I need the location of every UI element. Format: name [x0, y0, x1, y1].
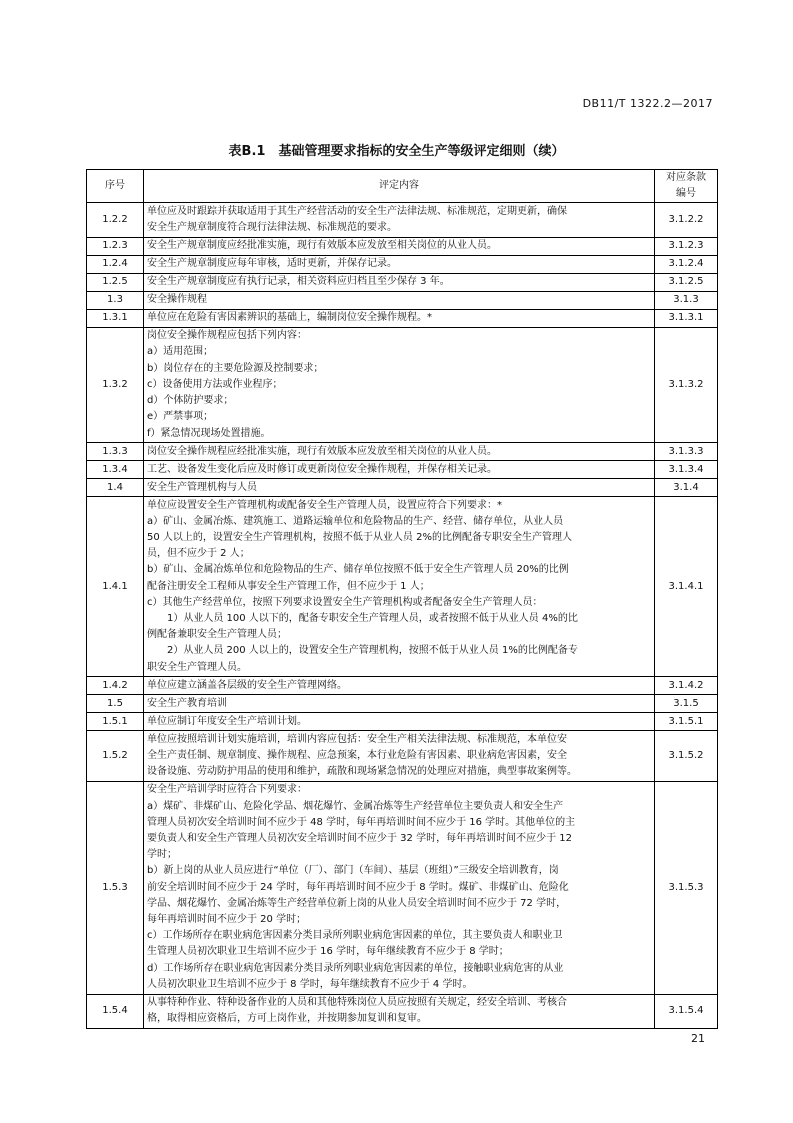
row-content [144, 713, 655, 731]
row-seq: 1.5.2 [87, 731, 144, 782]
content-line: b）矿山、金属冶炼单位和危险物品的生产、储存单位按照不低于安全生产管理人员 20%的比例 [147, 564, 569, 576]
header-ref-line2: 编号 [676, 188, 696, 200]
row-ref: 3.1.4 [655, 479, 718, 497]
row-ref: 3.1.3 [655, 291, 718, 309]
header-ref-line1: 对应条款 [666, 172, 706, 183]
table-row [87, 443, 718, 461]
row-seq: 1.4.2 [87, 677, 144, 695]
row-ref: 3.1.4.1 [655, 497, 718, 677]
row-seq: 1.3.1 [87, 309, 144, 327]
row-ref: 3.1.2.5 [655, 273, 718, 291]
row-seq: 1.2.3 [87, 237, 144, 255]
row-ref: 3.1.5.3 [655, 781, 718, 994]
document-code: DB11/T 1322.2—2017 [582, 97, 713, 110]
table-row [87, 291, 718, 309]
row-seq: 1.2.5 [87, 273, 144, 291]
content-line: 50 人以上的，设置安全生产管理机构，按照不低于从业人员 2%的比例配备专职安全生产管理人 [147, 532, 572, 544]
content-line: 例配备兼职安全生产管理人员； [147, 629, 287, 641]
row-content [144, 461, 655, 479]
content-line: 安全生产规章制度应有执行记录，相关资料应归档且至少保存 3 年。 [147, 276, 450, 288]
row-content [144, 479, 655, 497]
row-content [144, 695, 655, 713]
row-ref: 3.1.5.1 [655, 713, 718, 731]
content-line: 安全生产培训学时应符合下列要求： [147, 784, 307, 796]
content-line: 单位应按照培训计划实施培训，培训内容应包括：安全生产相关法律法规、标准规范，本单位安 [147, 733, 567, 745]
row-ref: 3.1.2.4 [655, 255, 718, 273]
row-content [144, 497, 655, 677]
content-line: 单位应设置安全生产管理机构或配备安全生产管理人员，设置应符合下列要求：* [147, 499, 502, 511]
row-seq: 1.4.1 [87, 497, 144, 677]
content-line: c）其他生产经营单位，按照下列要求设置安全生产管理机构或者配备安全生产管理人员： [147, 596, 543, 608]
content-line: b）岗位存在的主要危险源及控制要求； [147, 362, 324, 374]
row-seq: 1.5 [87, 695, 144, 713]
row-seq: 1.3.2 [87, 327, 144, 442]
table-row [87, 273, 718, 291]
content-line: 生管理人员初次职业卫生培训不应少于 16 学时，每年继续教育不应少于 8 学时； [147, 946, 509, 958]
content-line: 格，取得相应资格后，方可上岗作业，并按期参加复训和复审。 [147, 1013, 427, 1025]
content-line: 安全操作规程 [147, 294, 207, 306]
table-row [87, 695, 718, 713]
content-line: a）煤矿、非煤矿山、危险化学品、烟花爆竹、金属冶炼等生产经营单位主要负责人和安全生产 [147, 800, 564, 812]
row-content [144, 677, 655, 695]
content-line: 单位应在危险有害因素辨识的基础上，编制岗位安全操作规程。* [147, 312, 432, 324]
content-line: 安全生产管理机构与人员 [147, 481, 257, 493]
content-line: 学品、烟花爆竹、金属冶炼等生产经营单位新上岗的从业人员安全培训时间不应少于 72 学时， [147, 897, 567, 909]
row-content [144, 237, 655, 255]
row-seq: 1.3 [87, 291, 144, 309]
table-row [87, 255, 718, 273]
content-line: 配备注册安全工程师从事安全生产管理工作，但不应少于 1 人； [147, 580, 430, 592]
table-title: 表B.1 基础管理要求指标的安全生产等级评定细则（续） [228, 144, 565, 159]
content-line: c）设备使用方法或作业程序； [147, 378, 283, 390]
row-content [144, 443, 655, 461]
content-line: 单位应及时跟踪并获取适用于其生产经营活动的安全生产法律法规、标准规范，定期更新，确保 [147, 205, 567, 217]
row-seq: 1.5.1 [87, 713, 144, 731]
row-content [144, 291, 655, 309]
content-line: e）严禁事项； [147, 411, 214, 423]
page-number: 21 [691, 1032, 705, 1045]
row-ref: 3.1.3.4 [655, 461, 718, 479]
content-line: c）工作场所存在职业病危害因素分类目录所列职业病危害因素的单位，其主要负责人和职业卫 [147, 930, 563, 942]
table-row [87, 479, 718, 497]
rating-rules-table [86, 169, 718, 1029]
table-row [87, 237, 718, 255]
content-line: 前安全培训时间不应少于 24 学时，每年再培训时间不应少于 8 学时。煤矿、非煤矿山、危险化 [147, 881, 569, 893]
content-line: 单位应建立涵盖各层级的安全生产管理网络。 [147, 679, 347, 691]
row-ref: 3.1.5.4 [655, 994, 718, 1028]
row-seq: 1.3.3 [87, 443, 144, 461]
content-line: 要负责人和安全生产管理人员初次安全培训时间不应少于 32 学时，每年再培训时间不应少于 12 [147, 833, 572, 845]
header-content: 评定内容 [144, 170, 655, 203]
table-row [87, 994, 718, 1028]
row-seq: 1.5.4 [87, 994, 144, 1028]
row-content [144, 273, 655, 291]
row-seq: 1.3.4 [87, 461, 144, 479]
row-ref: 3.1.5.2 [655, 731, 718, 782]
header-ref [655, 170, 718, 203]
content-line: 岗位安全操作规程应包括下列内容： [147, 330, 307, 342]
table-row [87, 781, 718, 994]
content-line: 学时； [147, 849, 177, 861]
content-line: a）矿山、金属冶炼、建筑施工、道路运输单位和危险物品的生产、经营、储存单位，从业人员 [147, 515, 564, 527]
row-content [144, 255, 655, 273]
content-line: d）工作场所存在职业病危害因素分类目录所列职业病危害因素的单位，接触职业病危害的从业 [147, 962, 564, 974]
content-line: 安全生产规章制度应经批准实施，现行有效版本应发放至相关岗位的从业人员。 [147, 240, 497, 252]
row-content [144, 327, 655, 442]
content-line: 全生产责任制、规章制度、操作规程、应急预案，本行业危险有害因素、职业病危害因素，安全 [147, 750, 567, 762]
table-body [87, 203, 718, 1029]
row-ref: 3.1.5 [655, 695, 718, 713]
row-ref: 3.1.3.3 [655, 443, 718, 461]
table-row [87, 713, 718, 731]
content-line: a）适用范围； [147, 346, 214, 358]
content-line: f）紧急情况现场处置措施。 [147, 427, 271, 439]
content-line: 每年再培训时间不应少于 20 学时； [147, 914, 307, 926]
header-seq: 序号 [87, 170, 144, 203]
row-seq: 1.4 [87, 479, 144, 497]
row-seq: 1.2.4 [87, 255, 144, 273]
content-line: d）个体防护要求； [147, 395, 234, 407]
content-line: 职安全生产管理人员。 [147, 661, 247, 673]
content-line: 单位应制订年度安全生产培训计划。 [147, 715, 307, 727]
table-row [87, 677, 718, 695]
content-line: 安全生产规章制度符合现行法律法规、标准规范的要求。 [147, 222, 397, 234]
content-line: 人员初次职业卫生培训不应少于 8 学时，每年继续教育不应少于 4 学时。 [147, 978, 473, 990]
row-ref: 3.1.4.2 [655, 677, 718, 695]
table-row [87, 731, 718, 782]
content-line: 1）从业人员 100 人以下的，配备专职安全生产管理人员，或者按照不低于从业人员 4%的比 [167, 613, 578, 625]
row-content [144, 994, 655, 1028]
row-ref: 3.1.2.2 [655, 203, 718, 237]
table-row [87, 461, 718, 479]
table-header-row [87, 170, 718, 203]
table-row [87, 203, 718, 237]
content-line: 工艺、设备发生变化后应及时修订或更新岗位安全操作规程，并保存相关记录。 [147, 463, 497, 475]
table-row [87, 327, 718, 442]
content-line: b）新上岗的从业人员应进行“单位（厂）、部门（车间）、基层（班组）”三级安全培训教育，岗 [147, 865, 559, 877]
content-line: 安全生产教育培训 [147, 697, 227, 709]
row-content [144, 309, 655, 327]
row-seq: 1.5.3 [87, 781, 144, 994]
row-content [144, 203, 655, 237]
row-ref: 3.1.3.1 [655, 309, 718, 327]
row-content [144, 781, 655, 994]
content-line: 从事特种作业、特种设备作业的人员和其他特殊岗位人员应按照有关规定，经安全培训、考核合 [147, 997, 567, 1009]
content-line: 岗位安全操作规程应经批准实施，现行有效版本应发放至相关岗位的从业人员。 [147, 445, 497, 457]
table-row [87, 497, 718, 677]
content-line: 安全生产规章制度应每年审核，适时更新，并保存记录。 [147, 258, 397, 270]
table-row [87, 309, 718, 327]
row-content [144, 731, 655, 782]
row-seq: 1.2.2 [87, 203, 144, 237]
row-ref: 3.1.3.2 [655, 327, 718, 442]
content-line: 员，但不应少于 2 人； [147, 548, 250, 560]
content-line: 管理人员初次安全培训时间不应少于 48 学时，每年再培训时间不应少于 16 学时。其他单位的主 [147, 816, 576, 828]
row-ref: 3.1.2.3 [655, 237, 718, 255]
content-line: 2）从业人员 200 人以上的，设置安全生产管理机构，按照不低于从业人员 1%的比例配备专 [167, 645, 578, 657]
content-line: 设备设施、劳动防护用品的使用和维护，疏散和现场紧急情况的处理应对措施，典型事故案例等。 [147, 766, 577, 778]
